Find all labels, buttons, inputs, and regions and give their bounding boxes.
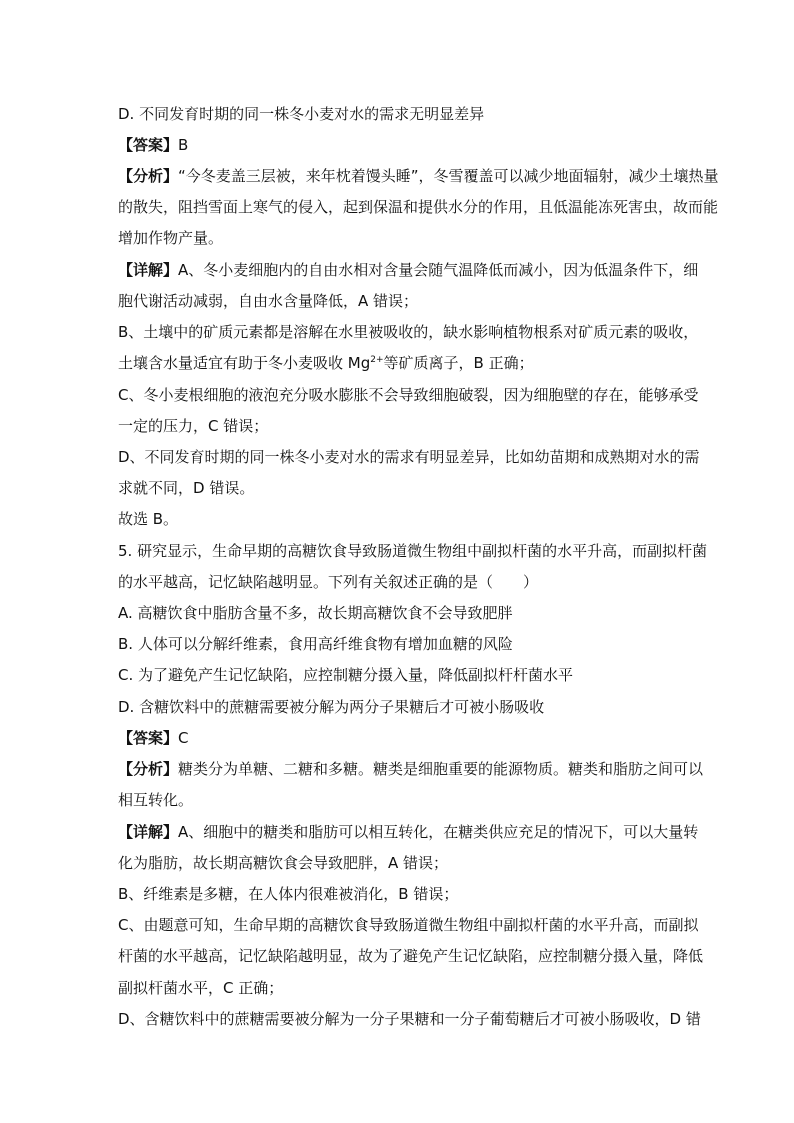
q4-conclusion: 故选 B。 xyxy=(118,510,179,528)
q4-option-d: D. 不同发育时期的同一株冬小麦对水的需求无明显差异 xyxy=(118,105,485,123)
q5-detail-text-1: A、细胞中的糖类和脂肪可以相互转化，在糖类供应充足的情况下，可以大量转 xyxy=(178,823,699,841)
q5-detail-line-7: D、含糖饮料中的蔗糖需要被分解为一分子果糖和一分子葡萄糖后才可被小肠吸收，D 错 xyxy=(118,1010,701,1028)
q5-detail-line-4: C、由题意可知，生命早期的高糖饮食导致肠道微生物组中副拟杆菌的水平升高，而副拟 xyxy=(118,916,699,934)
q5-detail-line-3: B、纤维素是多糖，在人体内很难被消化，B 错误； xyxy=(118,885,459,903)
q5-analysis-text-1: 糖类分为单糖、二糖和多糖。糖类是细胞重要的能源物质。糖类和脂肪之间可以 xyxy=(178,760,704,778)
q5-detail-line-2: 化为脂肪，故长期高糖饮食会导致肥胖，A 错误； xyxy=(118,854,449,872)
q4-detail-text-1: A、冬小麦细胞内的自由水相对含量会随气温降低而减小，因为低温条件下，细 xyxy=(178,261,699,279)
q4-detail-line-7: D、不同发育时期的同一株冬小麦对水的需求有明显差异，比如幼苗期和成熟期对水的需 xyxy=(118,448,700,466)
mg-superscript: 2+ xyxy=(370,355,384,365)
q4-detail-line-1 xyxy=(118,260,734,280)
q4-detail-line-5: C、冬小麦根细胞的液泡充分吸水膨胀不会导致细胞破裂，因为细胞壁的存在，能够承受 xyxy=(118,386,699,404)
q5-option-c: C. 为了避免产生记忆缺陷，应控制糖分摄入量，降低副拟杆杆菌水平 xyxy=(118,666,574,684)
q4-detail-text-4b: 等矿质离子，B 正确； xyxy=(383,354,534,372)
q4-detail-label: 【详解】 xyxy=(118,261,179,279)
q5-detail-line-6: 副拟杆菌水平，C 正确； xyxy=(118,979,284,997)
q5-detail-line-5: 杆菌的水平越高，记忆缺陷越明显，故为了避免产生记忆缺陷，应控制糖分摄入量，降低 xyxy=(118,947,704,965)
q5-answer xyxy=(118,728,734,748)
q4-analysis-line-1 xyxy=(118,166,734,186)
q4-answer-value: B xyxy=(178,136,189,154)
q5-analysis-label: 【分析】 xyxy=(118,760,179,778)
q5-option-b: B. 人体可以分解纤维素，食用高纤维食物有增加血糖的风险 xyxy=(118,635,513,653)
q4-detail-text-4a: 土壤含水量适宜有助于冬小麦吸收 Mg xyxy=(118,354,371,372)
q5-answer-label: 【答案】 xyxy=(118,729,179,747)
q5-detail-label: 【详解】 xyxy=(118,823,179,841)
q5-option-d: D. 含糖饮料中的蔗糖需要被分解为两分子果糖后才可被小肠吸收 xyxy=(118,698,545,716)
q5-answer-value: C xyxy=(178,729,189,747)
q5-analysis-line-2: 相互转化。 xyxy=(118,791,194,809)
q4-answer xyxy=(118,135,734,155)
q4-analysis-label: 【分析】 xyxy=(118,167,179,185)
q4-analysis-line-2: 的散失，阻挡雪面上寒气的侵入，起到保温和提供水分的作用，且低温能冻死害虫，故而能 xyxy=(118,198,719,216)
q4-analysis-text-1: “今冬麦盖三层被，来年枕着馒头睡”，冬雪覆盖可以减少地面辐射，减少土壤热量 xyxy=(178,167,719,185)
q4-analysis-line-3: 增加作物产量。 xyxy=(118,229,224,247)
q4-detail-line-4 xyxy=(118,353,734,373)
q5-stem-line-1: 5. 研究显示，生命早期的高糖饮食导致肠道微生物组中副拟杆菌的水平升高，而副拟杆菌 xyxy=(118,542,708,560)
q4-detail-line-6: 一定的压力，C 错误； xyxy=(118,417,269,435)
q5-option-a: A. 高糖饮食中脂肪含量不多，故长期高糖饮食不会导致肥胖 xyxy=(118,604,513,622)
q4-detail-line-2: 胞代谢活动减弱，自由水含量降低，A 错误； xyxy=(118,292,419,310)
q5-stem-line-2: 的水平越高，记忆缺陷越明显。下列有关叙述正确的是（ ） xyxy=(118,573,539,591)
q4-detail-line-8: 求就不同，D 错误。 xyxy=(118,479,255,497)
q4-detail-line-3: B、土壤中的矿质元素都是溶解在水里被吸收的，缺水影响植物根系对矿质元素的吸收， xyxy=(118,323,699,341)
q5-analysis-line-1 xyxy=(118,759,734,779)
q5-detail-line-1 xyxy=(118,822,734,842)
q4-answer-label: 【答案】 xyxy=(118,136,179,154)
